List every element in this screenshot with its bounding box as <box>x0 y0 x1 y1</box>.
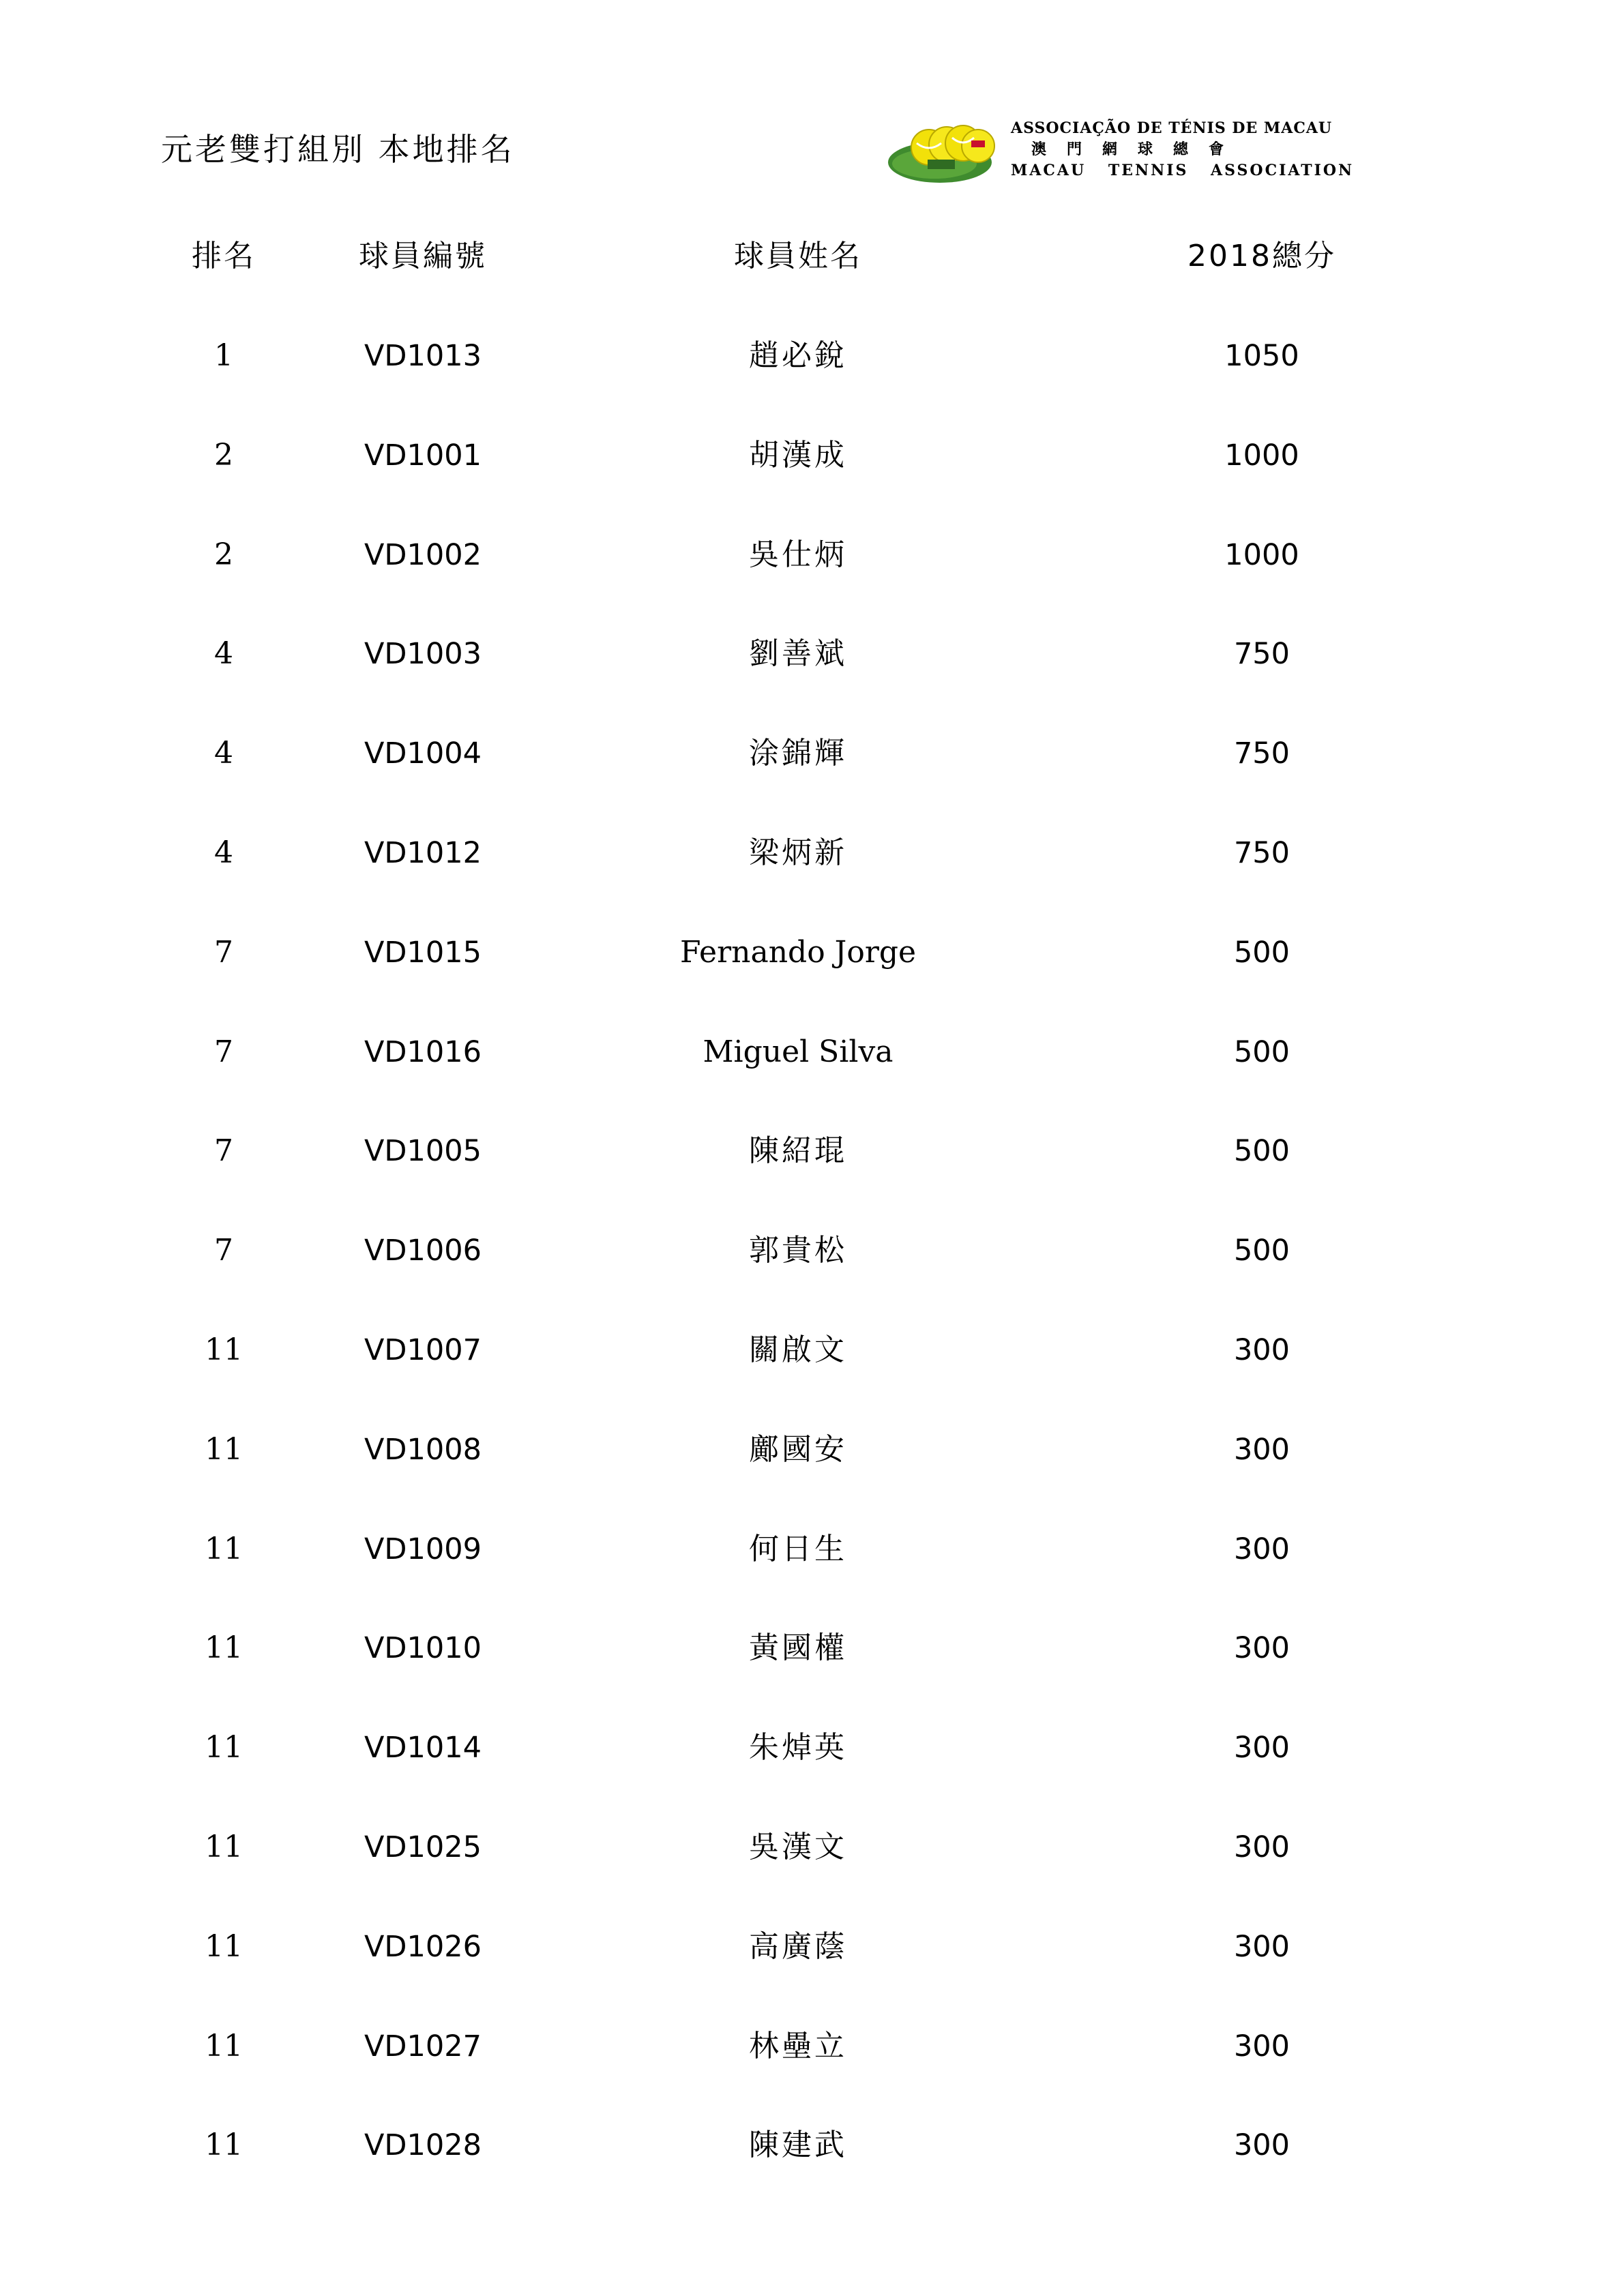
table-row <box>0 1025 1624 1079</box>
player-id-cell: VD1001 <box>364 438 482 473</box>
total-cell: 1050 <box>1224 339 1299 373</box>
player-id-cell: VD1026 <box>364 1930 482 1964</box>
tennis-balls-logo-icon <box>887 120 1001 185</box>
table-row <box>0 1621 1624 1675</box>
rank-cell: 2 <box>214 537 233 572</box>
rank-cell: 7 <box>214 935 233 970</box>
player-name-cell: 吳漢文 <box>749 1830 847 1864</box>
total-cell: 500 <box>1233 936 1290 970</box>
player-name-cell: 林壘立 <box>749 2029 847 2063</box>
association-logo <box>887 117 1355 185</box>
total-cell: 750 <box>1233 836 1290 870</box>
player-name-cell: 梁炳新 <box>749 835 847 870</box>
rank-cell: 7 <box>214 1034 233 1069</box>
player-name-cell: 高廣蔭 <box>749 1929 847 1964</box>
player-name-cell: 劉善斌 <box>749 636 847 671</box>
player-id-cell: VD1015 <box>364 936 482 970</box>
player-name-cell: 何日生 <box>749 1532 847 1566</box>
total-cell: 300 <box>1233 1532 1290 1566</box>
player-name-cell: 涂錦輝 <box>749 736 847 771</box>
table-row <box>0 826 1624 880</box>
rank-cell: 7 <box>214 1133 233 1168</box>
player-name-cell: 朱焯英 <box>749 1730 847 1765</box>
rank-cell: 4 <box>214 736 233 771</box>
player-name-cell: 趙必銳 <box>749 338 847 373</box>
player-id-cell: VD1005 <box>364 1134 482 1168</box>
total-cell: 300 <box>1233 1333 1290 1367</box>
table-row <box>0 1522 1624 1577</box>
table-row <box>0 1124 1624 1178</box>
rank-cell: 11 <box>205 1332 243 1367</box>
player-id-cell: VD1006 <box>364 1234 482 1268</box>
player-name-cell: 陳建武 <box>749 2128 847 2162</box>
rank-cell: 11 <box>205 1730 243 1765</box>
rank-cell: 11 <box>205 1929 243 1964</box>
table-header-row <box>0 229 1624 284</box>
player-name-cell: 郭貴松 <box>749 1233 847 1268</box>
player-id-cell: VD1014 <box>364 1731 482 1765</box>
player-id-cell: VD1004 <box>364 736 482 771</box>
rank-cell: 2 <box>214 438 233 473</box>
rank-cell: 11 <box>205 1830 243 1864</box>
player-id-cell: VD1010 <box>364 1631 482 1665</box>
rank-cell: 11 <box>205 1432 243 1467</box>
table-row <box>0 528 1624 582</box>
table-row <box>0 1720 1624 1775</box>
logo-name-portuguese: ASSOCIAÇÃO DE TÉNIS DE MACAU <box>1011 119 1333 137</box>
player-id-cell: VD1008 <box>364 1433 482 1467</box>
player-id-cell: VD1025 <box>364 1830 482 1864</box>
logo-name-chinese: 澳門網球總會 <box>1031 140 1245 158</box>
rank-cell: 11 <box>205 1532 243 1566</box>
total-cell: 750 <box>1233 637 1290 671</box>
player-id-cell: VD1028 <box>364 2128 482 2162</box>
header-rank: 排名 <box>192 239 256 273</box>
total-cell: 300 <box>1233 1930 1290 1964</box>
total-cell: 300 <box>1233 1830 1290 1864</box>
header-player-name: 球員姓名 <box>734 239 862 273</box>
player-id-cell: VD1002 <box>364 538 482 572</box>
header-player-id: 球員編號 <box>359 239 487 273</box>
table-row <box>0 1323 1624 1377</box>
player-id-cell: VD1007 <box>364 1333 482 1367</box>
table-row <box>0 925 1624 980</box>
total-cell: 300 <box>1233 2128 1290 2162</box>
player-id-cell: VD1016 <box>364 1035 482 1069</box>
table-row <box>0 627 1624 681</box>
player-id-cell: VD1027 <box>364 2029 482 2063</box>
rank-cell: 11 <box>205 2029 243 2063</box>
total-cell: 500 <box>1233 1234 1290 1268</box>
total-cell: 300 <box>1233 1631 1290 1665</box>
table-row <box>0 2118 1624 2173</box>
page-title: 元老雙打組別 本地排名 <box>161 131 515 168</box>
player-name-cell: Miguel Silva <box>703 1034 894 1069</box>
player-name-cell: 胡漢成 <box>749 438 847 473</box>
rank-cell: 11 <box>205 2128 243 2162</box>
player-name-cell: 陳紹琨 <box>749 1133 847 1168</box>
table-row <box>0 1820 1624 1875</box>
player-id-cell: VD1009 <box>364 1532 482 1566</box>
player-name-cell: Fernando Jorge <box>679 935 917 970</box>
total-cell: 300 <box>1233 2029 1290 2063</box>
total-cell: 1000 <box>1224 538 1299 572</box>
logo-name-english: MACAU TENNIS ASSOCIATION <box>1011 162 1355 179</box>
total-cell: 750 <box>1233 736 1290 771</box>
table-row <box>0 329 1624 383</box>
player-name-cell: 吳仕炳 <box>749 537 847 572</box>
rank-cell: 4 <box>214 835 233 870</box>
table-row <box>0 1920 1624 1974</box>
rank-cell: 4 <box>214 636 233 671</box>
player-name-cell: 黃國權 <box>749 1630 847 1665</box>
header-total: 2018總分 <box>1187 239 1336 273</box>
player-id-cell: VD1003 <box>364 637 482 671</box>
table-row <box>0 1422 1624 1477</box>
total-cell: 1000 <box>1224 438 1299 473</box>
total-cell: 500 <box>1233 1134 1290 1168</box>
rank-cell: 7 <box>214 1233 233 1268</box>
total-cell: 300 <box>1233 1731 1290 1765</box>
player-name-cell: 關啟文 <box>749 1332 847 1367</box>
table-row <box>0 428 1624 483</box>
total-cell: 300 <box>1233 1433 1290 1467</box>
table-row <box>0 726 1624 781</box>
player-id-cell: VD1012 <box>364 836 482 870</box>
rank-cell: 1 <box>214 338 233 373</box>
table-row <box>0 1223 1624 1278</box>
total-cell: 500 <box>1233 1035 1290 1069</box>
table-row <box>0 2019 1624 2074</box>
player-name-cell: 鄺國安 <box>749 1432 847 1467</box>
player-id-cell: VD1013 <box>364 339 482 373</box>
rank-cell: 11 <box>205 1630 243 1665</box>
